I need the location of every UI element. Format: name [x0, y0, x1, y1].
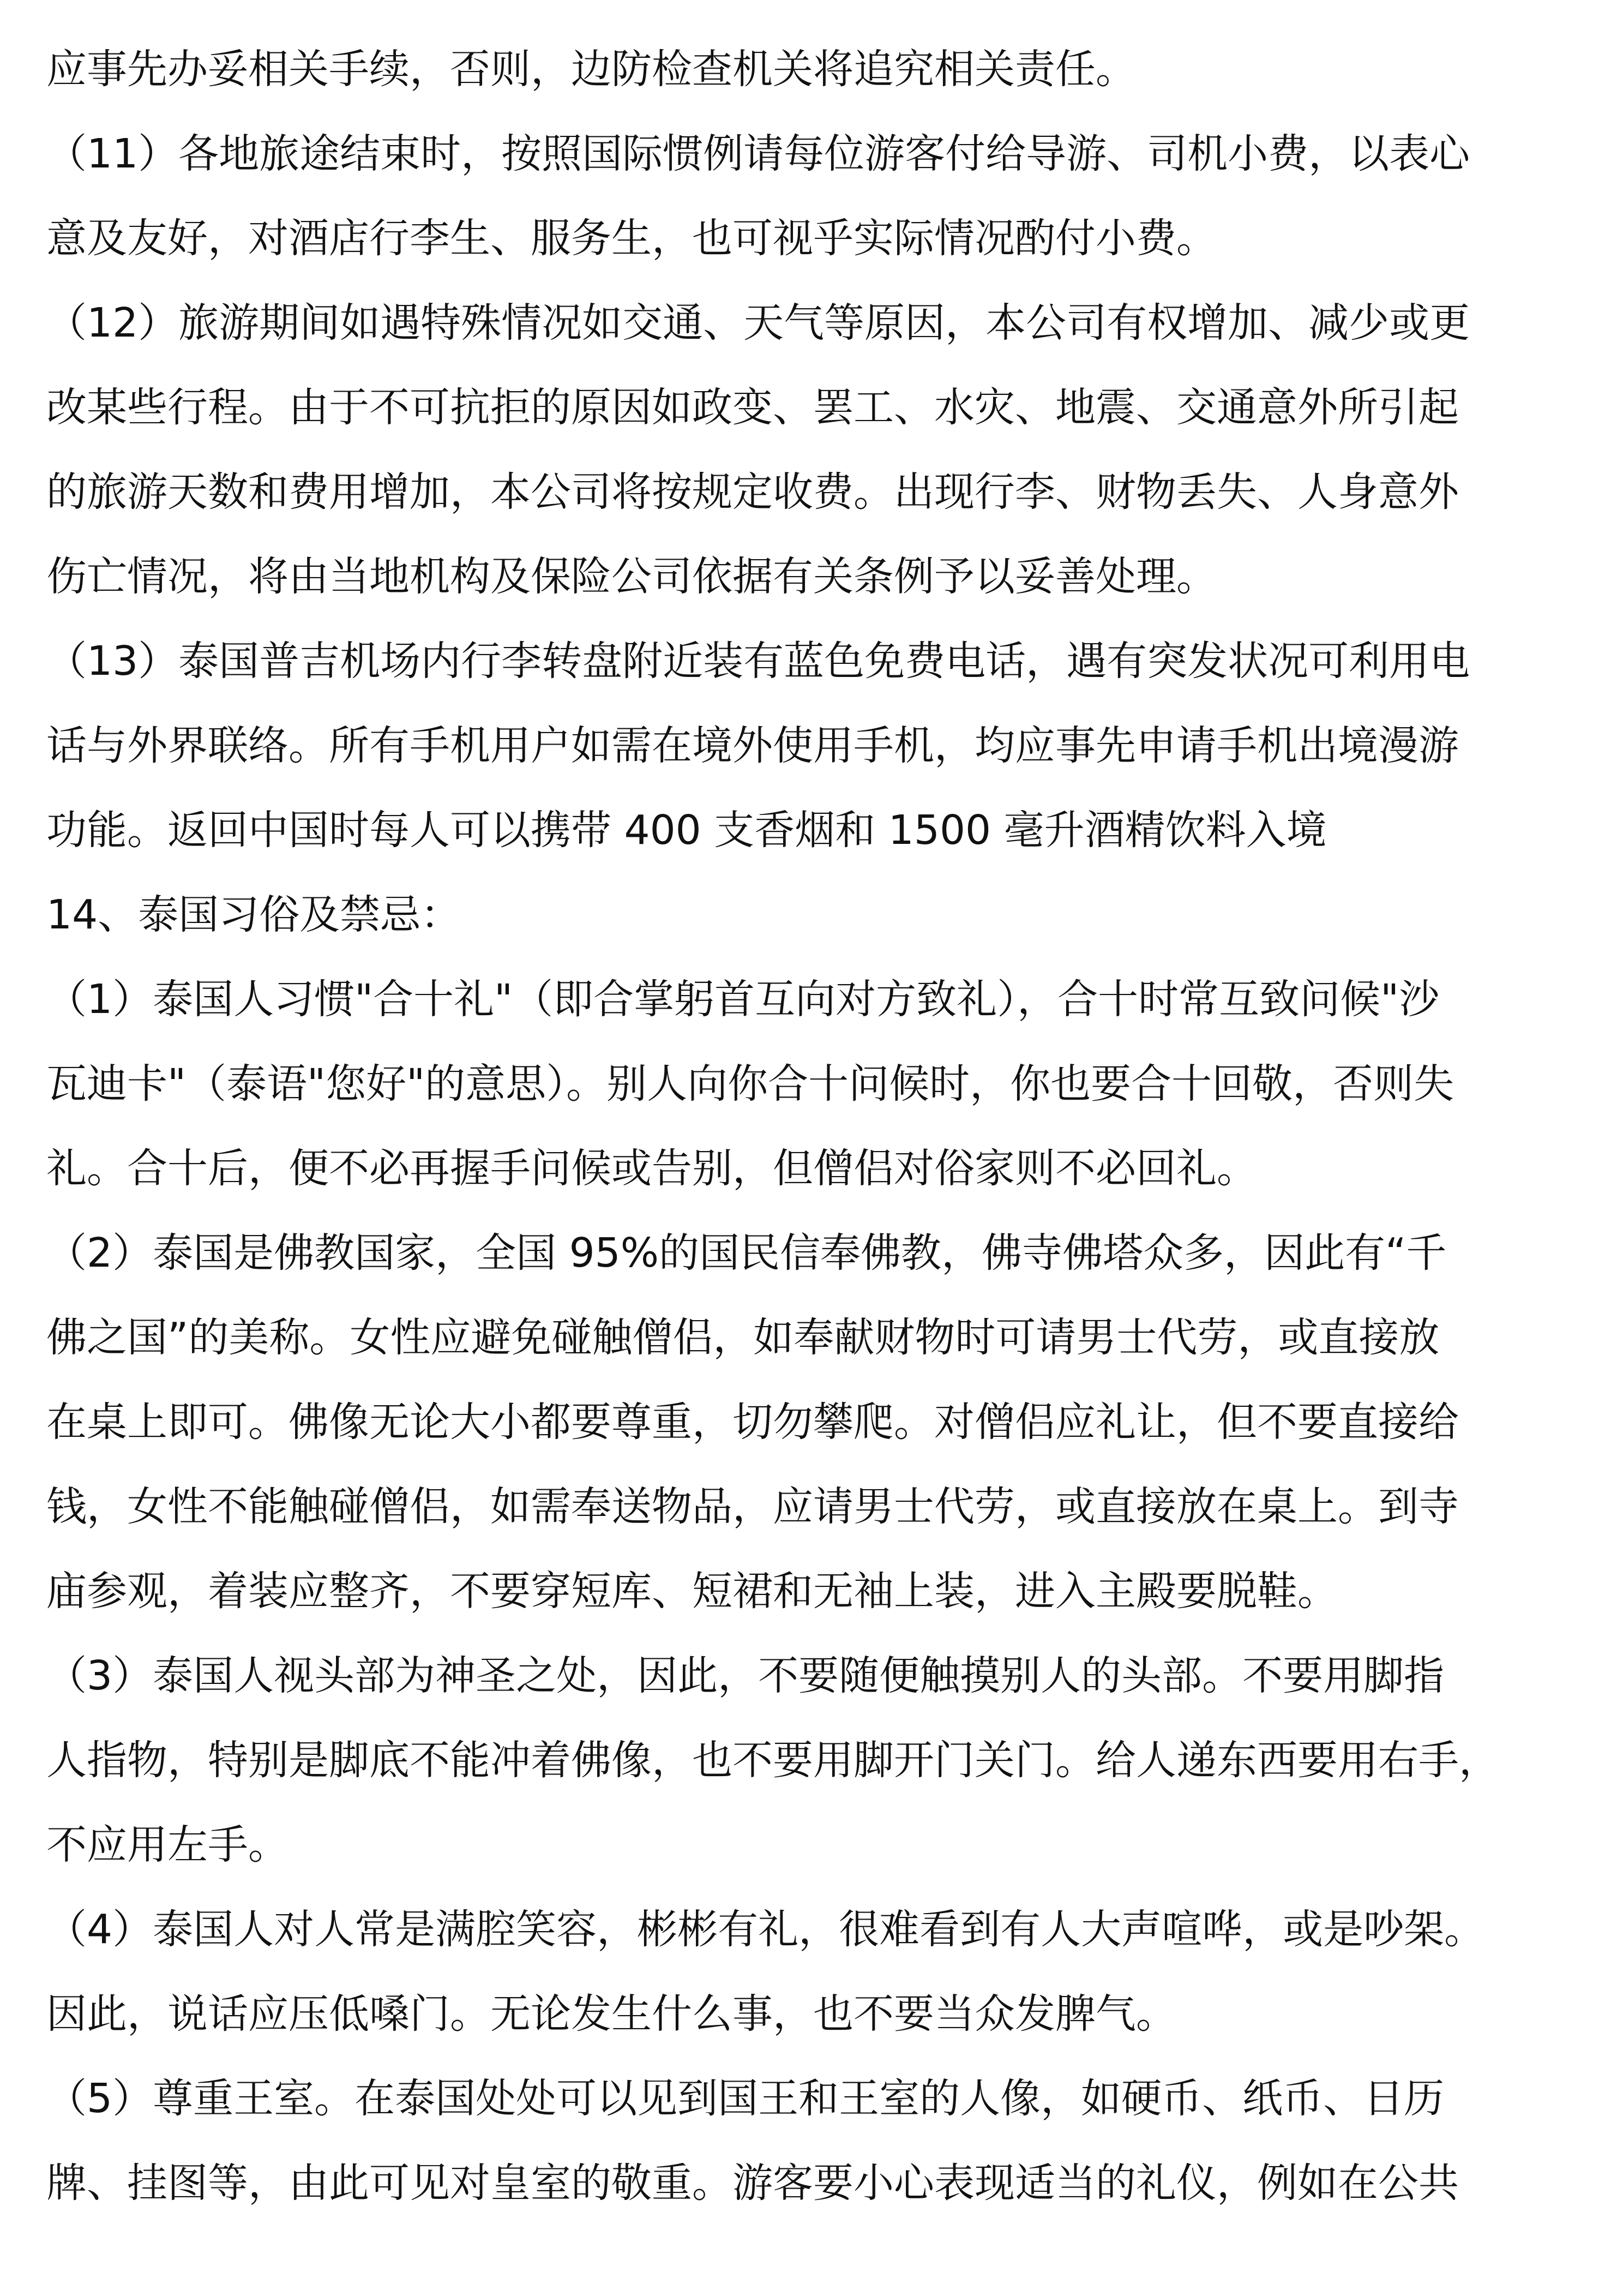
text-line: 应事先办妥相关手续，否则，边防检查机关将追究相关责任。 — [46, 46, 1136, 93]
text-line: （4）泰国人对人常是满腔笑容，彬彬有礼，很难看到有人大声喧哗，或是吵架。 — [46, 1906, 1485, 1953]
text-line: （3）泰国人视头部为神圣之处，因此，不要随便触摸别人的头部。不要用脚指 — [46, 1652, 1445, 1699]
text-line: 庙参观，着装应整齐，不要穿短库、短裙和无袖上装，进入主殿要脱鞋。 — [46, 1568, 1338, 1615]
text-line: 功能。返回中国时每人可以携带 400 支香烟和 1500 毫升酒精饮料入境 — [46, 807, 1327, 854]
text-line: 的旅游天数和费用增加，本公司将按规定收费。出现行李、财物丢失、人身意外 — [46, 469, 1459, 515]
text-line: 不应用左手。 — [46, 1821, 288, 1868]
text-line: （1）泰国人习惯"合十礼"（即合掌躬首互向对方致礼），合十时常互致问候"沙 — [46, 976, 1440, 1023]
text-line: 佛之国”的美称。女性应避免碰触僧侣，如奉献财物时可请男士代劳，或直接放 — [46, 1314, 1440, 1361]
text-line: 人指物，特别是脚底不能冲着佛像，也不要用脚开门关门。给人递东西要用右手， — [46, 1737, 1499, 1784]
text-line: 因此，说话应压低嗓门。无论发生什么事，也不要当众发脾气。 — [46, 1991, 1176, 2037]
text-line: 瓦迪卡"（泰语"您好"的意思）。别人向你合十问候时，你也要合十回敬，否则失 — [46, 1060, 1454, 1107]
text-line: （12）旅游期间如遇特殊情况如交通、天气等原因，本公司有权增加、减少或更 — [46, 299, 1470, 346]
text-line: 话与外界联络。所有手机用户如需在境外使用手机，均应事先申请手机出境漫游 — [46, 722, 1459, 769]
text-line: 改某些行程。由于不可抗拒的原因如政变、罢工、水灾、地震、交通意外所引起 — [46, 384, 1459, 431]
text-line: （13）泰国普吉机场内行李转盘附近装有蓝色免费电话，遇有突发状况可利用电 — [46, 638, 1470, 685]
text-line: 伤亡情况，将由当地机构及保险公司依据有关条例予以妥善处理。 — [46, 553, 1217, 600]
section-heading: 14、泰国习俗及禁忌： — [46, 891, 461, 938]
text-line: 意及友好，对酒店行李生、服务生，也可视乎实际情况酌付小费。 — [46, 215, 1217, 262]
text-line: 牌、挂图等，由此可见对皇室的敬重。游客要小心表现适当的礼仪，例如在公共 — [46, 2160, 1459, 2207]
text-line: （11）各地旅途结束时，按照国际惯例请每位游客付给导游、司机小费，以表心 — [46, 130, 1470, 177]
text-line: 礼。合十后，便不必再握手问候或告别，但僧侣对俗家则不必回礼。 — [46, 1145, 1257, 1192]
text-line: 钱，女性不能触碰僧侣，如需奉送物品，应请男士代劳，或直接放在桌上。到寺 — [46, 1483, 1459, 1530]
text-line: 在桌上即可。佛像无论大小都要尊重，切勿攀爬。对僧侣应礼让，但不要直接给 — [46, 1399, 1459, 1446]
text-line: （5）尊重王室。在泰国处处可以见到国王和王室的人像，如硬币、纸币、日历 — [46, 2075, 1445, 2122]
text-line: （2）泰国是佛教国家，全国 95%的国民信奉佛教，佛寺佛塔众多，因此有“千 — [46, 1230, 1447, 1276]
